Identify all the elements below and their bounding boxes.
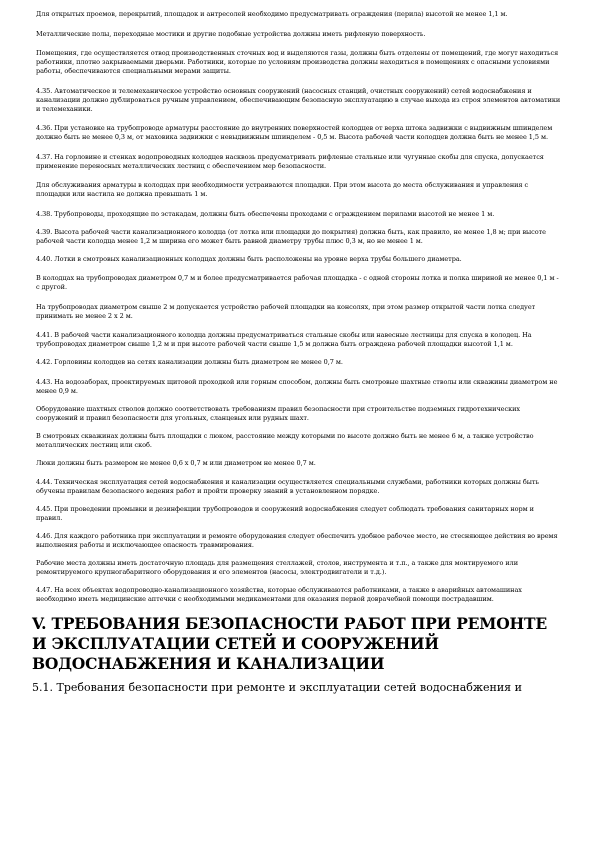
- paragraph-4-37: 4.37. На горловине и стенках водопроводных колодцев насквозь предусматривать рифленые стальные или чугунные скобы для спуска, допускается применение переносных металлических лестниц с обеспечением мер безопасности.: [36, 152, 544, 170]
- subsection-heading: 5.1. Требования безопасности при ремонте и эксплуатации сетей водоснабжения и: [32, 681, 522, 694]
- paragraph-4-35: 4.35. Автоматическое и телемеханическое устройство основных сооружений (насосных станций, очистных сооружений) сетей водоснабжения и канализации должно дублироваться ручным управлением, обеспечивающим безопасную эксплуатацию в случае выхода из строя элементов автоматики и телемеханики.: [36, 86, 561, 113]
- paragraph-4-47: 4.47. На всех объектах водопроводно-канализационного хозяйства, которые обслуживаются работниками, а также в аварийных автомашинах необходимо иметь медицинские аптечки с необходимыми медикаментами для оказания первой доврачебной помощи пострадавшим.: [36, 586, 522, 603]
- paragraph: Рабочие места должны иметь достаточную площадь для размещения стеллажей, столов, инструмента и т.п., а также для монтируемого или ремонтируемого крупногабаритного оборудования и его элементов (насосы, электродвигатели и т.д.).: [36, 559, 519, 576]
- paragraph-4-45: 4.45. При проведении промывки и дезинфекции трубопроводов и сооружений водоснабжения следует соблюдать требования санитарных норм и правил.: [36, 505, 534, 522]
- document-body: [32, 10, 562, 695]
- paragraph-4-39: 4.39. Высота рабочей части канализационного колодца (от лотка или площадки до покрытия) должна быть, как правило, не менее 1,8 м; при высоте рабочей части колодца менее 1,2 м ширина его может быть равной диаметру трубы плюс 0,3 м, но не менее 1 м.: [36, 227, 546, 245]
- paragraph-4-43: 4.43. На водозаборах, проектируемых щитовой проходкой или горным способом, должны быть смотровые шахтные стволы или скважины диаметром не менее 0,9 м.: [36, 377, 558, 395]
- paragraph: Помещения, где осуществляется отвод производственных сточных вод и выделяются газы, должны быть отделены от помещений, где могут находиться работники, плотно закрываемыми дверьми. Работники, которые по условиям производства должны находиться в помещениях с опасными условиями работы, обеспечиваются специальными мерами защиты.: [36, 49, 559, 75]
- paragraph-4-40: 4.40. Лотки в смотровых канализационных колодцах должны быть расположены на уровне верха трубы большего диаметра.: [36, 254, 462, 263]
- paragraph: Для открытых проемов, перекрытий, площадок и антресолей необходимо предусматривать ограждения (перила) высотой не менее 1,1 м.: [36, 10, 508, 18]
- paragraph-4-36: 4.36. При установке на трубопроводе арматуры расстояние до внутренних поверхностей колодцев от верха штока задвижки с выдвижным шпинделем должно быть не менее 0,3 м, от маховика задвижки с невыдвижным шпинделем - 0,5 м. Высота рабочей части колодцев должна быть не менее 1,5 м.: [36, 124, 553, 141]
- paragraph: Для обслуживания арматуры в колодцах при необходимости устраиваются площадки. При этом высота до места обслуживания и управления с площадки или настила не должна превышать 1 м.: [36, 181, 529, 198]
- paragraph-4-42: 4.42. Горловины колодцев на сетях канализации должны быть диаметром не менее 0,7 м.: [36, 358, 343, 366]
- paragraph: Металлические полы, переходные мостики и другие подобные устройства должны иметь рифленую поверхность.: [36, 29, 426, 38]
- paragraph-4-44: 4.44. Техническая эксплуатация сетей водоснабжения и канализации осуществляется специальными службами, работники которых должны быть обучены правилам безопасного ведения работ и пройти проверку знаний в установленном порядке.: [36, 478, 539, 495]
- paragraph: В смотровых скважинах должны быть площадки с люком, расстояние между которыми по высоте должно быть не менее 6 м, а также устройство металлических лестниц или скоб.: [36, 431, 534, 449]
- paragraph: Оборудование шахтных стволов должно соответствовать требованиям правил безопасности при строительстве подземных гидротехнических сооружений и правил безопасности для угольных, сланцевых или рудных шахт.: [36, 404, 520, 422]
- paragraph-4-38: 4.38. Трубопроводы, проходящие по эстакадам, должны быть обеспечены проходами с ограждением перилами высотой не менее 1 м.: [36, 209, 495, 218]
- paragraph-4-46: 4.46. Для каждого работника при эксплуатации и ремонте оборудования следует обеспечить удобное рабочее место, не стесняющее действия во время выполнения работы и исключающее опасность травмирования.: [36, 532, 558, 549]
- paragraph: На трубопроводах диаметром свыше 2 м допускается устройство рабочей площадки на консолях, при этом размер открытой части лотка следует принимать не менее 2 х 2 м.: [36, 302, 536, 320]
- paragraph: Люки должны быть размером не менее 0,6 х 0,7 м или диаметром не менее 0,7 м.: [36, 458, 316, 467]
- paragraph-4-41: 4.41. В рабочей части канализационного колодца должны предусматриваться стальные скобы или навесные лестницы для спуска в колодец. На трубопроводах диаметром свыше 1,2 м и при высоте рабочей части свыше 1,5 м должна быть ограждена рабочей площадки высотой 1,1 м.: [36, 331, 532, 348]
- paragraph: В колодцах на трубопроводах диаметром 0,7 м и более предусматривается рабочая площадка - с одной стороны лотка и полка шириной не менее 0,1 м - с другой.: [36, 274, 559, 291]
- section-heading: V. ТРЕБОВАНИЯ БЕЗОПАСНОСТИ РАБОТ ПРИ РЕМОНТЕ И ЭКСПЛУАТАЦИИ СЕТЕЙ И СООРУЖЕНИЙ ВОДОСНАБЖЕНИЯ И КАНАЛИЗАЦИИ: [32, 614, 547, 673]
